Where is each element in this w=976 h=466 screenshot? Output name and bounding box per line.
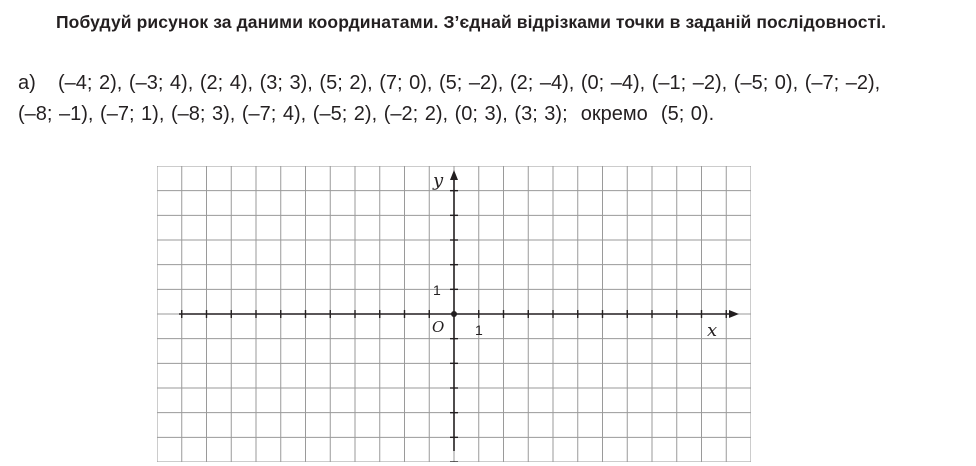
origin-label: O [432,318,445,336]
x-axis-label: x [707,320,718,341]
coordinate-grid [157,166,751,462]
part-label: а) [18,72,36,94]
x-axis-arrow [729,310,739,318]
y-unit-label: 1 [433,282,441,298]
separate-word: окремо [580,102,648,125]
axes [179,170,739,451]
task-point-list [18,68,898,129]
x-unit-label: 1 [475,322,483,338]
origin-point [451,311,457,317]
point-sequence: (–4; 2), (–3; 4), (2; 4), (3; 3), (5; 2), (7; 0), (5; –2), (2; –4), (0; –4), (–1; –2), (–5; 0), (–7; –2), (–8; –1), (–7; 1), (–8; 3), (–7; 4), (–5; 2), (–2; 2), (0; 3), (3; 3); [18,72,881,125]
y-axis-arrow [450,170,458,180]
task-title: Побудуй рисунок за даними координатами. З’єднай відрізками точки в заданій послідовності. [56,12,887,32]
separate-point: (5; 0). [660,102,715,125]
y-axis-label: y [433,170,444,191]
